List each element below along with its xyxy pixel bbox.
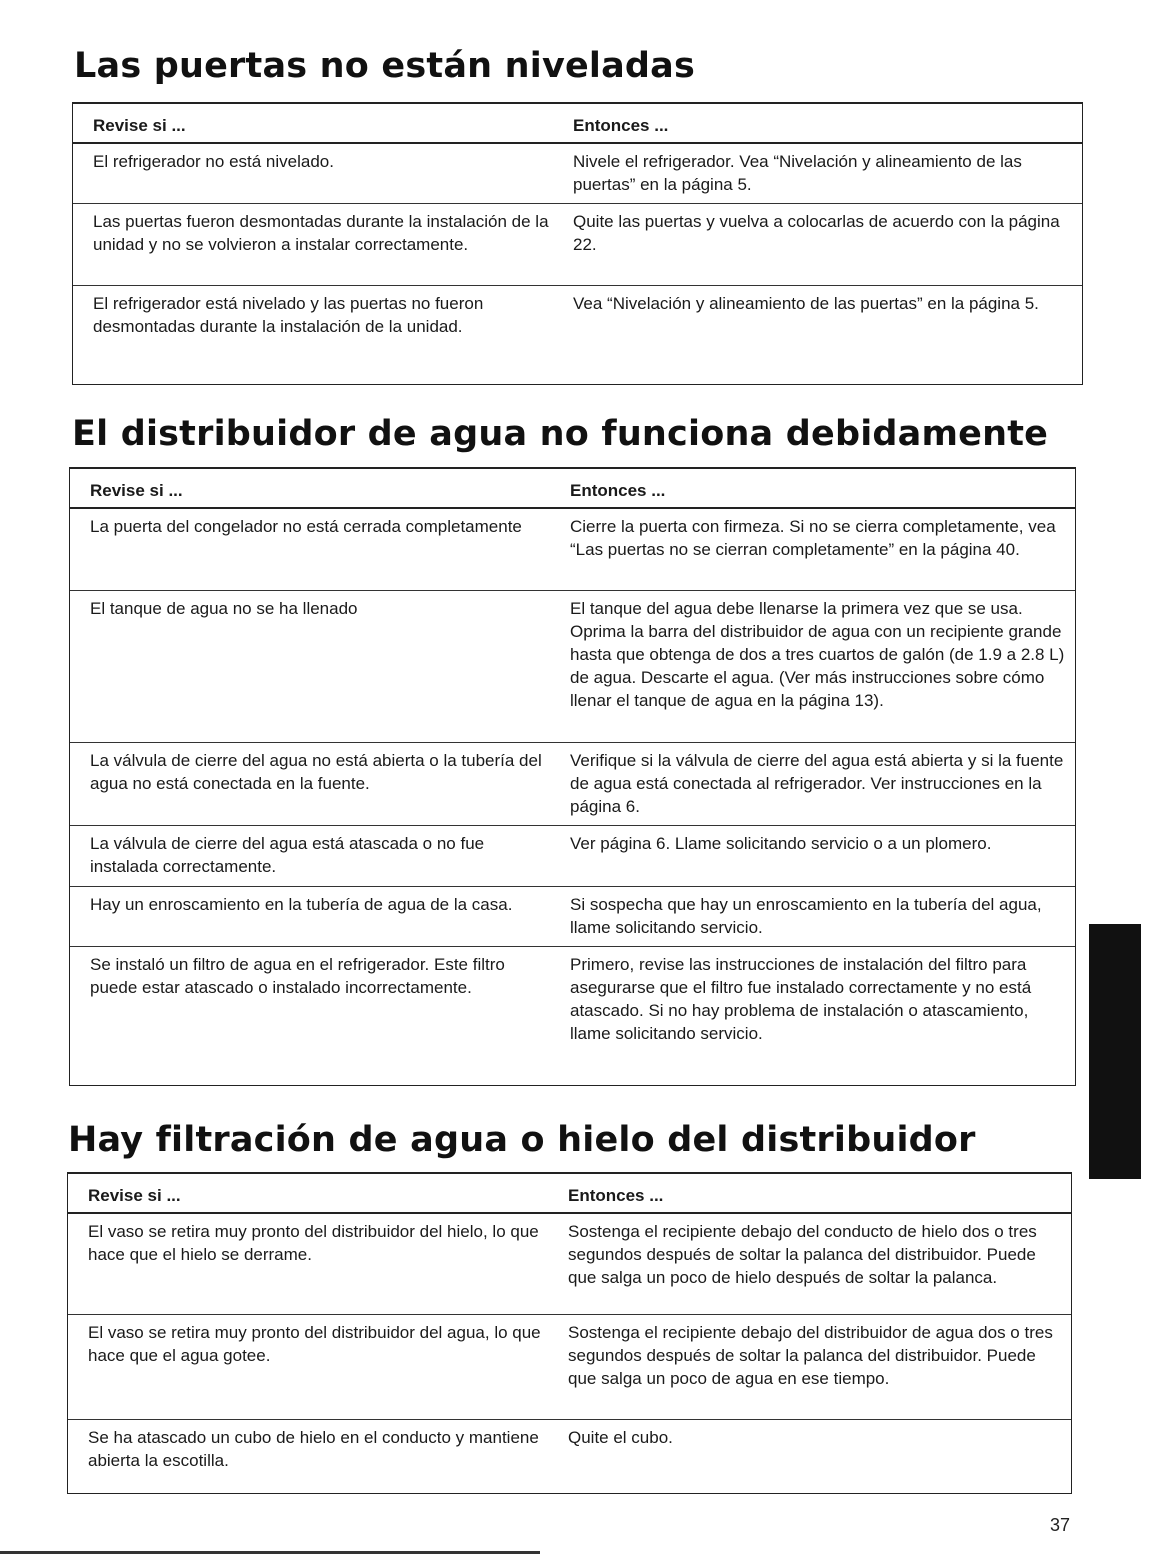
cell-then: Cierre la puerta con firmeza. Si no se cierra completamente, vea “Las puertas no se cierran completamente” en la página 40.	[570, 517, 1056, 559]
table-row	[68, 1315, 1071, 1420]
table-row	[73, 204, 1082, 286]
table-header	[68, 1174, 1071, 1214]
troubleshooting-table	[69, 467, 1076, 1086]
cell-check: Las puertas fueron desmontadas durante la instalación de la unidad y no se volvieron a instalar correctamente.	[93, 212, 549, 254]
chapter-tab-marker	[1089, 924, 1141, 1179]
cell-check: La válvula de cierre del agua está atascada o no fue instalada correctamente.	[90, 834, 485, 876]
troubleshooting-table	[72, 102, 1083, 385]
table-header	[73, 104, 1082, 144]
cell-check: El refrigerador está nivelado y las puertas no fueron desmontadas durante la instalación de la unidad.	[93, 294, 484, 336]
header-then: Entonces ...	[570, 481, 666, 500]
table-row	[70, 826, 1075, 887]
header-then: Entonces ...	[568, 1186, 664, 1205]
header-check: Revise si ...	[88, 1186, 181, 1205]
cell-then: Primero, revise las instrucciones de instalación del filtro para asegurarse que el filtro fue instalado correctamente y no está atascado. Si no hay problema de instalación o atascamiento, llame solicitando servicio.	[570, 955, 1032, 1043]
cell-then: El tanque del agua debe llenarse la primera vez que se usa. Oprima la barra del distribuidor de agua con un recipiente grande hasta que obtenga de dos a tres cuartos de galón (de 1.9 a 2.8 L) de agua. Descarte el agua. (Ver más instrucciones sobre cómo llenar el tanque de agua en la página 13).	[570, 599, 1065, 710]
cell-check: El vaso se retira muy pronto del distribuidor del agua, lo que hace que el agua gotee.	[88, 1323, 541, 1365]
cell-then: Vea “Nivelación y alineamiento de las puertas” en la página 5.	[573, 294, 1039, 313]
cell-check: Hay un enroscamiento en la tubería de agua de la casa.	[90, 895, 513, 914]
cell-check: El tanque de agua no se ha llenado	[90, 599, 358, 618]
cell-then: Verifique si la válvula de cierre del agua está abierta y si la fuente de agua está conectada al refrigerador. Ver instrucciones en la página 6.	[570, 751, 1064, 816]
header-check: Revise si ...	[93, 116, 186, 135]
cell-then: Quite las puertas y vuelva a colocarlas de acuerdo con la página 22.	[573, 212, 1060, 254]
cell-check: Se ha atascado un cubo de hielo en el conducto y mantiene abierta la escotilla.	[88, 1428, 539, 1470]
cell-check: El refrigerador no está nivelado.	[93, 152, 334, 171]
header-then: Entonces ...	[573, 116, 669, 135]
table-row	[68, 1214, 1071, 1315]
bottom-rule	[0, 1551, 540, 1554]
cell-then: Quite el cubo.	[568, 1428, 673, 1447]
section-title: Las puertas no están niveladas	[74, 46, 696, 86]
header-check: Revise si ...	[90, 481, 183, 500]
cell-check: La válvula de cierre del agua no está abierta o la tubería del agua no está conectada en la fuente.	[90, 751, 542, 793]
table-row	[70, 947, 1075, 1051]
troubleshooting-table	[67, 1172, 1072, 1494]
cell-check: Se instaló un filtro de agua en el refrigerador. Este filtro puede estar atascado o instalado incorrectamente.	[90, 955, 505, 997]
page-number: 37	[1050, 1515, 1071, 1535]
cell-then: Si sospecha que hay un enroscamiento en la tubería del agua, llame solicitando servicio.	[570, 895, 1042, 937]
table-row	[73, 286, 1082, 344]
table-row	[70, 509, 1075, 591]
cell-then: Nivele el refrigerador. Vea “Nivelación y alineamiento de las puertas” en la página 5.	[573, 152, 1022, 194]
table-row	[73, 144, 1082, 204]
table-row	[70, 591, 1075, 743]
cell-then: Sostenga el recipiente debajo del distribuidor de agua dos o tres segundos después de soltar la palanca del distribuidor. Puede que salga un poco de agua en ese tiempo.	[568, 1323, 1053, 1388]
table-row	[68, 1420, 1071, 1478]
table-row	[70, 887, 1075, 947]
cell-then: Sostenga el recipiente debajo del conducto de hielo dos o tres segundos después de soltar la palanca del distribuidor. Puede que salga un poco de hielo después de soltar la palanca.	[568, 1222, 1037, 1287]
table-row	[70, 743, 1075, 826]
cell-check: La puerta del congelador no está cerrada completamente	[90, 517, 522, 536]
cell-then: Ver página 6. Llame solicitando servicio o a un plomero.	[570, 834, 992, 853]
section-title: El distribuidor de agua no funciona debidamente	[72, 414, 1049, 454]
table-header	[70, 469, 1075, 509]
cell-check: El vaso se retira muy pronto del distribuidor del hielo, lo que hace que el hielo se derrame.	[88, 1222, 539, 1264]
section-title: Hay filtración de agua o hielo del distribuidor	[68, 1120, 976, 1160]
